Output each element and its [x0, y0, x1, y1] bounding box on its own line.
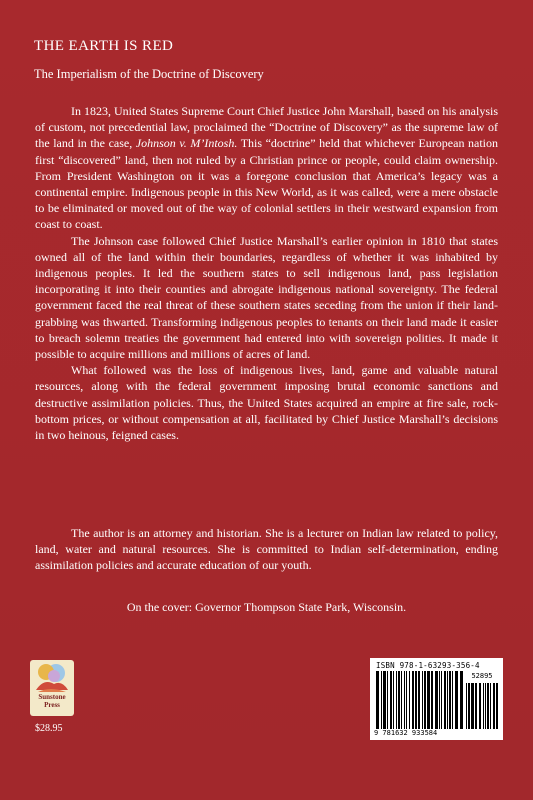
barcode-bar: [412, 671, 414, 729]
barcode-bar: [393, 671, 394, 729]
barcode-bar: [496, 683, 498, 729]
barcode-bar: [435, 671, 438, 729]
barcode-bar: [441, 671, 442, 729]
barcode-bar: [406, 671, 407, 729]
barcode-bar: [439, 671, 440, 729]
barcode-bar: [381, 671, 382, 729]
barcode-bar: [452, 671, 453, 729]
book-subtitle: The Imperialism of the Doctrine of Discovery: [34, 67, 264, 81]
barcode-bar: [485, 683, 486, 729]
barcode-bars-icon: [376, 671, 464, 731]
barcode-bar: [487, 683, 489, 729]
publisher-logo: [30, 660, 74, 716]
blurb-paragraph-2: The Johnson case followed Chief Justice Marshall’s earlier opinion in 1810 that states owned all of the land within their boundaries, regardless of whether it was inhabited by indigenous peoples. It led the southern states to sell indigenous land, pass legislation incorporating it into their counties and abrogate indigenous national sovereignty. The federal government faced the real threat of these southern states seceding from the union if their land-grabbing was thwarted. Transforming indigenous peoples to tenants on their land made it easier to breach solemn treaties the government had entered into with sovereign polities. It made it possible to acquire millions and millions of acres of land.: [35, 233, 498, 362]
barcode-bar: [460, 671, 463, 729]
price: $28.95: [35, 723, 63, 734]
barcode-bar: [387, 671, 388, 729]
author-bio-text: The author is an attorney and historian. She is a lecturer on Indian law related to policy, land, water and natural resources. She is committed to Indian self-determination, ending assimilation policies and accurate education of our youth.: [35, 526, 498, 573]
addon-barcode-bars-icon: [466, 671, 498, 731]
publisher-name: Sunstone Press: [38, 693, 66, 709]
barcode-bar: [444, 671, 446, 729]
barcode-bar: [383, 671, 386, 729]
barcode-bar: [398, 671, 400, 729]
addon-code: 52895: [466, 672, 498, 680]
barcode-bar: [479, 683, 481, 729]
barcode-bar: [422, 671, 423, 729]
barcode-bar: [447, 671, 448, 729]
barcode-bar: [493, 683, 495, 729]
barcode-bar: [490, 683, 491, 729]
barcode-bar: [431, 671, 433, 729]
isbn-barcode: [370, 658, 503, 740]
barcode-digits: 9 781632 933584: [374, 729, 469, 737]
barcode-bar: [468, 683, 470, 729]
cover-credit: On the cover: Governor Thompson State Park, Wisconsin.: [126, 600, 407, 614]
barcode-bar: [466, 683, 467, 729]
barcode-bar: [427, 671, 430, 729]
barcode-bar: [404, 671, 405, 729]
barcode-bar: [471, 683, 474, 729]
barcode-bar: [401, 671, 402, 729]
barcode-bar: [455, 671, 458, 729]
barcode-bar: [390, 671, 392, 729]
barcode-bar: [376, 671, 379, 729]
book-title: THE EARTH IS RED: [34, 38, 174, 54]
barcode-bar: [409, 671, 410, 729]
barcode-bar: [396, 671, 397, 729]
isbn-label: ISBN 978-1-63293-356-4: [376, 661, 480, 670]
sunstone-logo-icon: [30, 660, 74, 694]
blurb: [35, 103, 498, 443]
barcode-bar: [475, 683, 477, 729]
author-bio: [35, 525, 498, 574]
barcode-bar: [415, 671, 417, 729]
barcode-bar: [449, 671, 451, 729]
case-name: Johnson v. M’Intosh.: [135, 136, 238, 151]
barcode-bar: [483, 683, 484, 729]
barcode-bar: [418, 671, 420, 729]
blurb-paragraph-3: What followed was the loss of indigenous lives, land, game and valuable natural resources, along with the federal government imposing brutal economic sanctions and destructive assimilation policies. Thus, the United States acquired an empire at fire sale, rock-bottom prices, or without compensation at all, facilitated by Chief Justice Marshall’s decisions in two heinous, feigned cases.: [35, 363, 498, 443]
barcode-bar: [424, 671, 426, 729]
blurb-paragraph-1: In 1823, United States Supreme Court Chief Justice John Marshall, based on his analysis of custom, not precedential law, proclaimed the “Doctrine of Discovery” as the supreme law of the land in the case, Johnson v. M’Intosh. This “doctrine” held that whichever European nation first “discovered” land, then not ruled by a Christian prince or people, could claim ownership. From President Washington on it was a foregone conclusion that America’s legacy was a continental empire. Indigenous people in this New World, as it was called, were a mere obstacle to be eliminated or moved out of the way of colonial settlers in their westward expansion from coast to coast.: [35, 104, 499, 232]
